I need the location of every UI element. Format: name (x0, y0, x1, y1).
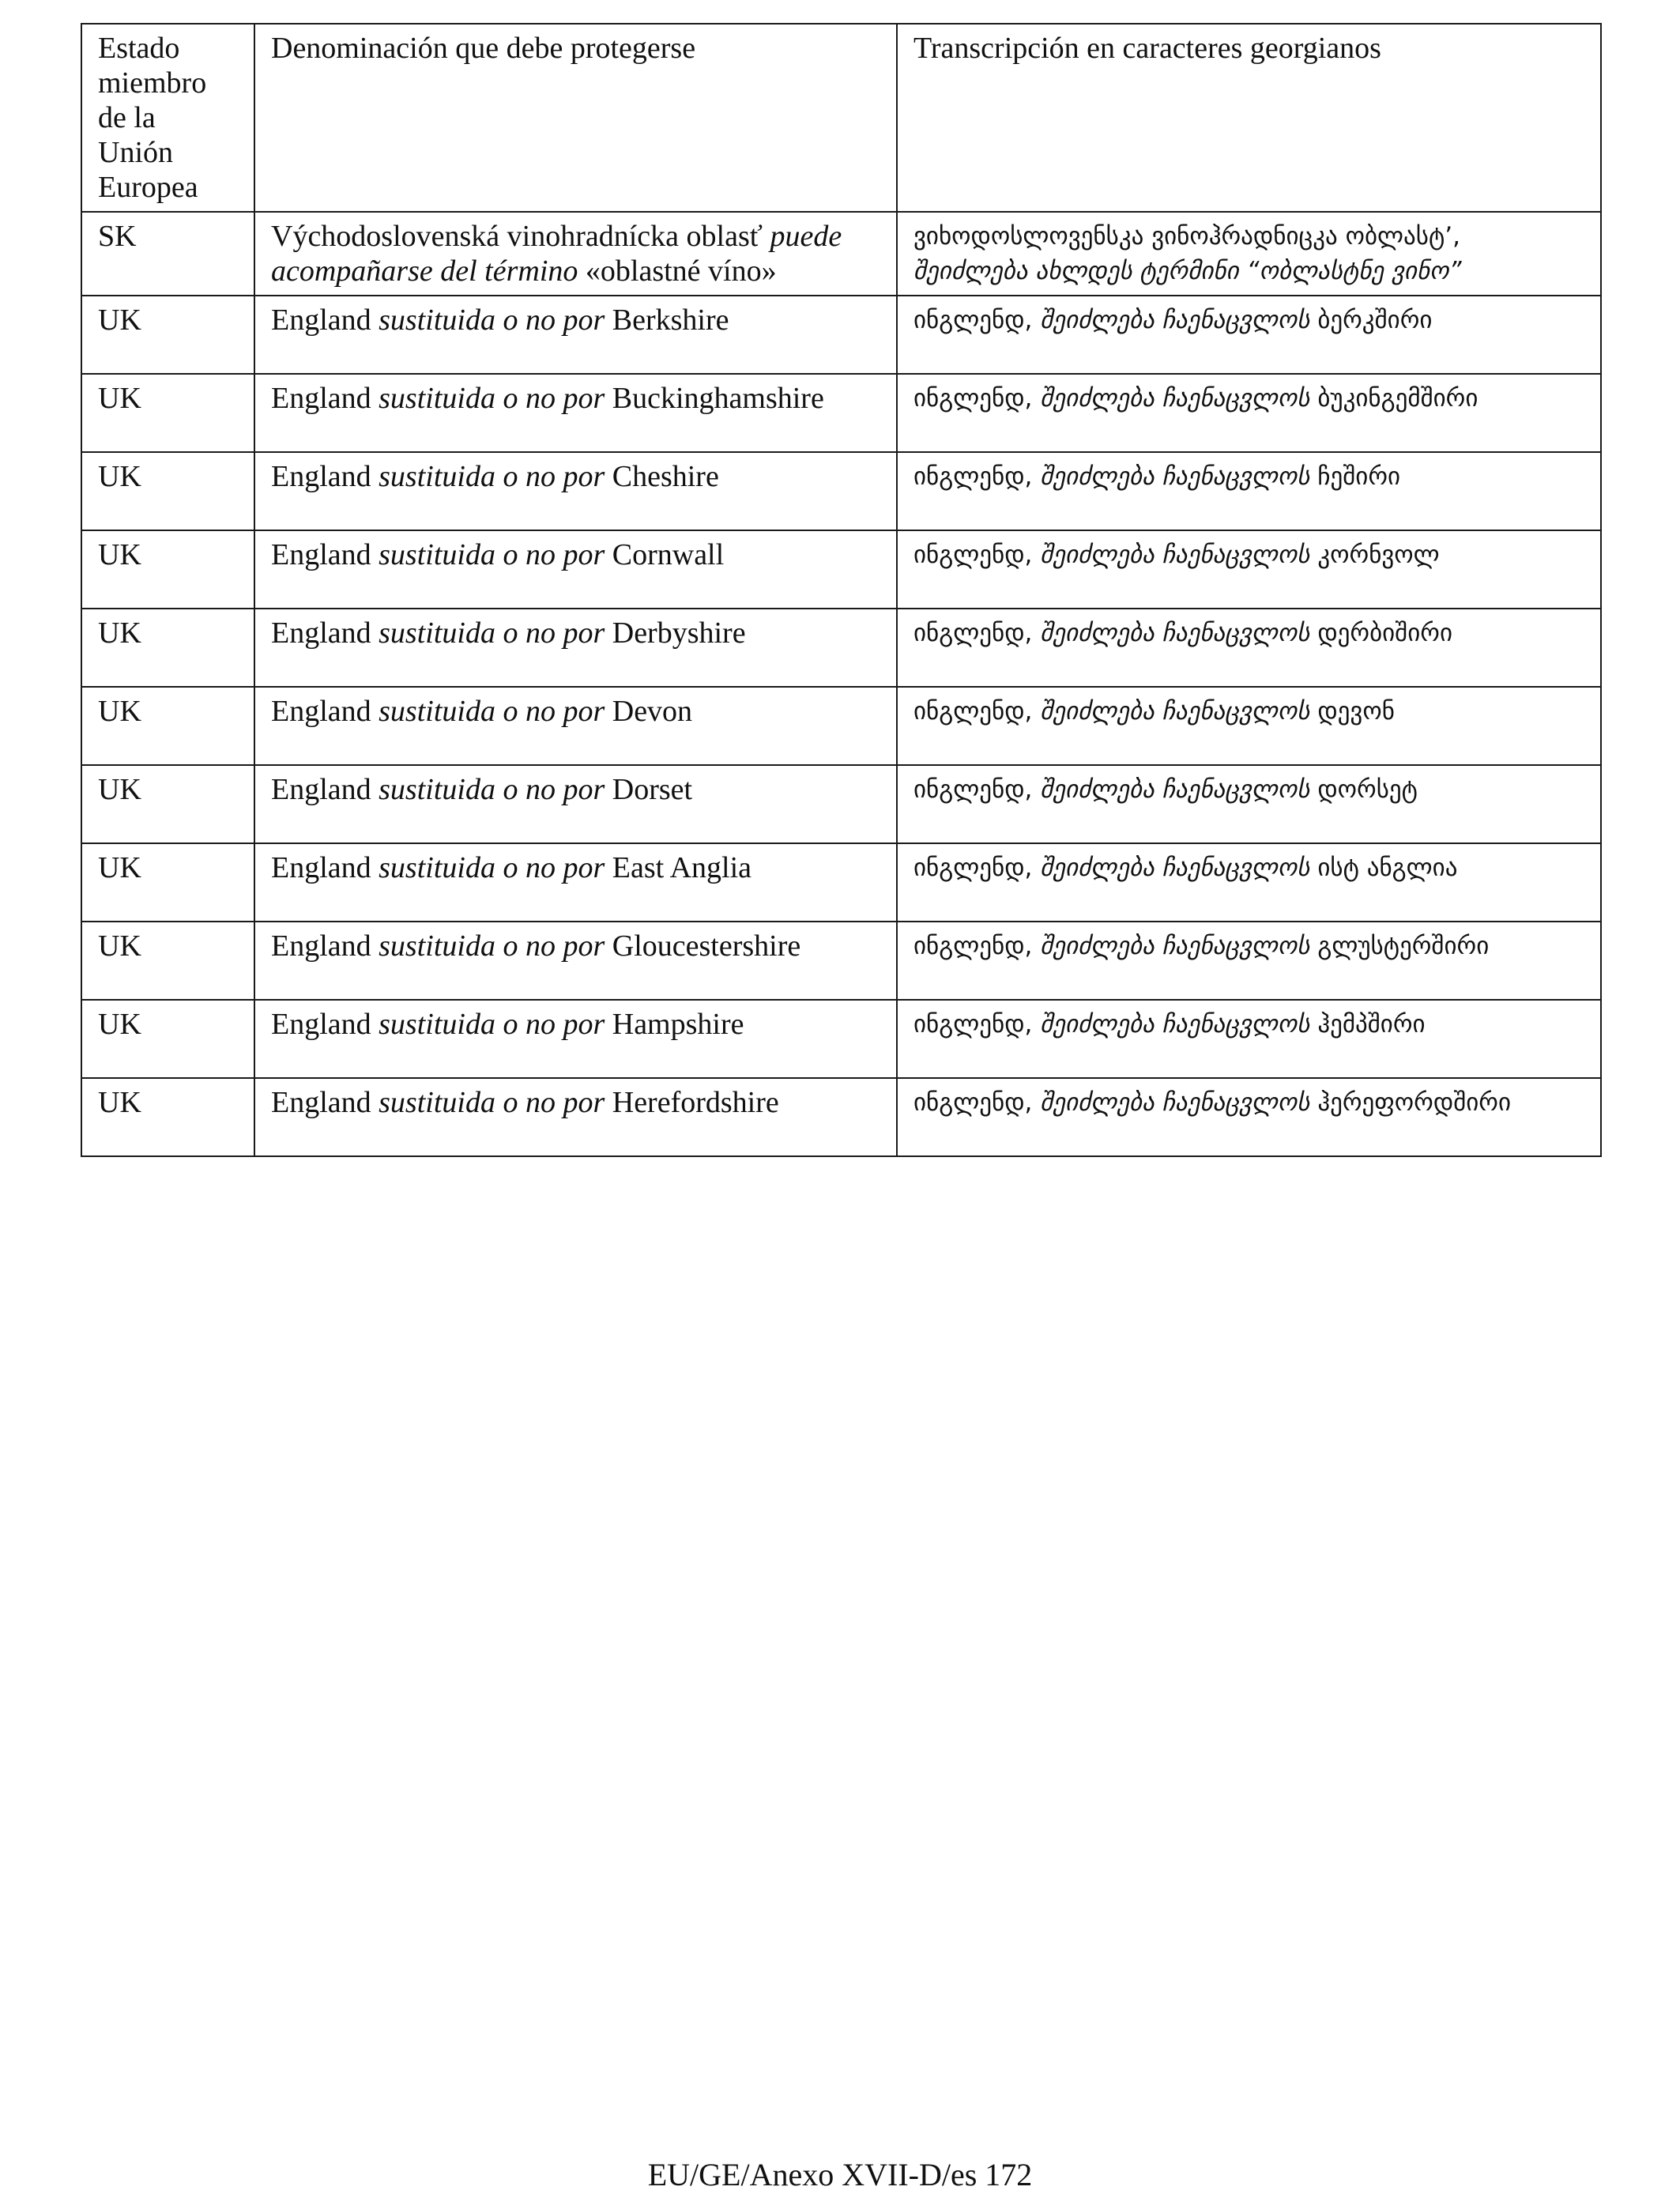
designation-connector: sustituida o no por (379, 303, 605, 337)
designation-region: Derbyshire (612, 616, 746, 650)
designation-region: Devon (612, 695, 693, 728)
georgian-connector: შეიძლება ჩაენაცვლოს (1040, 775, 1310, 804)
georgian-prefix: ინგლენდ, (913, 384, 1033, 413)
designation-connector: sustituida o no por (379, 1086, 605, 1119)
cell-designation (254, 212, 897, 296)
cell-georgian (897, 843, 1601, 922)
designation-region: East Anglia (612, 851, 752, 884)
cell-member-state (81, 452, 254, 530)
georgian-region: ბუკინგემშირი (1317, 384, 1478, 413)
cell-member-state (81, 374, 254, 452)
cell-designation (254, 843, 897, 922)
designation-connector: sustituida o no por (379, 460, 605, 493)
cell-georgian (897, 687, 1601, 765)
table-header-row (81, 24, 1601, 212)
table-row (81, 296, 1601, 374)
table-row (81, 687, 1601, 765)
table-row (81, 1000, 1601, 1078)
designation-name: Východoslovenská vinohradnícka oblasť (271, 220, 763, 253)
cell-georgian (897, 296, 1601, 374)
member-state-code: UK (98, 929, 141, 963)
cell-designation (254, 374, 897, 452)
table-row (81, 530, 1601, 609)
designation-region: Buckinghamshire (612, 382, 824, 415)
designation-region: Herefordshire (612, 1086, 779, 1119)
georgian-prefix: ინგლენდ, (913, 1010, 1033, 1039)
georgian-prefix: ინგლენდ, (913, 775, 1033, 804)
designation-prefix: England (271, 851, 371, 884)
designation-prefix: England (271, 929, 371, 963)
georgian-connector: შეიძლება ჩაენაცვლოს (1040, 932, 1310, 960)
georgian-region: დევონ (1317, 697, 1395, 726)
designation-prefix: England (271, 616, 371, 650)
member-state-code: UK (98, 303, 141, 337)
table-row (81, 1078, 1601, 1156)
georgian-prefix: ინგლენდ, (913, 541, 1033, 569)
table-row (81, 452, 1601, 530)
designation-prefix: England (271, 773, 371, 806)
header-designation (254, 24, 897, 212)
georgian-region: ბერკშირი (1317, 306, 1433, 334)
cell-member-state (81, 296, 254, 374)
georgian-prefix: ინგლენდ, (913, 462, 1033, 491)
georgian-region: გლუსტერშირი (1317, 932, 1490, 960)
designation-prefix: England (271, 538, 371, 571)
cell-georgian (897, 922, 1601, 1000)
designation-region: Gloucestershire (612, 929, 801, 963)
designation-connector: sustituida o no por (379, 851, 605, 884)
designation-connector: sustituida o no por (379, 1008, 605, 1041)
cell-designation (254, 296, 897, 374)
cell-member-state (81, 843, 254, 922)
cell-georgian (897, 452, 1601, 530)
designation-region: Dorset (612, 773, 693, 806)
designation-term: «oblastné víno» (585, 254, 777, 288)
member-state-code: UK (98, 695, 141, 728)
georgian-connector: შეიძლება ჩაენაცვლოს (1040, 697, 1310, 726)
georgian-prefix: ინგლენდ, (913, 697, 1033, 726)
member-state-code: UK (98, 851, 141, 884)
cell-designation (254, 530, 897, 609)
designation-connector: sustituida o no por (379, 538, 605, 571)
member-state-code: UK (98, 616, 141, 650)
table-row (81, 609, 1601, 687)
georgian-connector: შეიძლება ჩაენაცვლოს (1040, 384, 1310, 413)
cell-member-state (81, 765, 254, 843)
georgian-main: ვიხოდოსლოვენსკა ვინოჰრადნიცკა ობლასტ’, (913, 222, 1460, 251)
georgian-region: დორსეტ (1317, 775, 1418, 804)
cell-member-state (81, 1078, 254, 1156)
member-state-code: UK (98, 460, 141, 493)
cell-georgian (897, 530, 1601, 609)
designation-connector: sustituida o no por (379, 773, 605, 806)
georgian-region: ისტ ანგლია (1317, 854, 1458, 882)
cell-georgian (897, 212, 1601, 296)
cell-designation (254, 922, 897, 1000)
cell-georgian (897, 1000, 1601, 1078)
designation-prefix: England (271, 1008, 371, 1041)
table-row (81, 212, 1601, 296)
table-row (81, 922, 1601, 1000)
cell-georgian (897, 1078, 1601, 1156)
georgian-region: კორნვოლ (1317, 541, 1440, 569)
cell-designation (254, 765, 897, 843)
cell-member-state (81, 922, 254, 1000)
georgian-connector: შეიძლება ჩაენაცვლოს (1040, 1010, 1310, 1039)
designation-connector: sustituida o no por (379, 929, 605, 963)
georgian-prefix: ინგლენდ, (913, 932, 1033, 960)
georgian-connector: შეიძლება ჩაენაცვლოს (1040, 1088, 1310, 1117)
member-state-code: UK (98, 382, 141, 415)
designation-region: Cornwall (612, 538, 725, 571)
cell-designation (254, 1000, 897, 1078)
cell-member-state (81, 530, 254, 609)
header-member-state-text: Estado miembro de la Unión Europea (98, 32, 207, 204)
designation-region: Hampshire (612, 1008, 744, 1041)
cell-georgian (897, 765, 1601, 843)
cell-member-state (81, 1000, 254, 1078)
designation-connector: sustituida o no por (379, 616, 605, 650)
page-reference: EU/GE/Anexo XVII-D/es 172 (647, 2157, 1033, 2192)
georgian-prefix: ინგლენდ, (913, 619, 1033, 647)
designation-prefix: England (271, 382, 371, 415)
georgian-region: ჰერეფორდშირი (1317, 1088, 1512, 1117)
header-georgian-transcription (897, 24, 1601, 212)
georgian-prefix: ინგლენდ, (913, 1088, 1033, 1117)
georgian-connector: შეიძლება ჩაენაცვლოს (1040, 619, 1310, 647)
designation-prefix: England (271, 303, 371, 337)
cell-designation (254, 609, 897, 687)
designation-prefix: England (271, 1086, 371, 1119)
cell-member-state (81, 609, 254, 687)
header-member-state (81, 24, 254, 212)
member-state-code: UK (98, 1086, 141, 1119)
member-state-code: UK (98, 773, 141, 806)
georgian-connector: შეიძლება ჩაენაცვლოს (1040, 306, 1310, 334)
cell-georgian (897, 609, 1601, 687)
member-state-code: UK (98, 1008, 141, 1041)
designation-region: Cheshire (612, 460, 719, 493)
georgian-connector: შეიძლება ჩაენაცვლოს (1040, 462, 1310, 491)
designation-connector: sustituida o no por (379, 382, 605, 415)
table-row (81, 843, 1601, 922)
designation-prefix: England (271, 460, 371, 493)
cell-georgian (897, 374, 1601, 452)
cell-designation (254, 687, 897, 765)
member-state-code: SK (98, 220, 137, 253)
header-georgian-transcription-text: Transcripción en caracteres georgianos (913, 32, 1381, 65)
georgian-prefix: ინგლენდ, (913, 854, 1033, 882)
georgian-connector: შეიძლება ჩაენაცვლოს (1040, 541, 1310, 569)
designation-italic-note: puede acompañarse del término (271, 220, 842, 288)
georgian-connector: შეიძლება ჩაენაცვლოს (1040, 854, 1310, 882)
designation-region: Berkshire (612, 303, 729, 337)
cell-designation (254, 1078, 897, 1156)
georgian-prefix: ინგლენდ, (913, 306, 1033, 334)
page-footer (0, 2156, 1680, 2194)
member-state-code: UK (98, 538, 141, 571)
georgian-region: ჰემპშირი (1317, 1010, 1426, 1039)
designation-prefix: England (271, 695, 371, 728)
cell-member-state (81, 212, 254, 296)
table-row (81, 374, 1601, 452)
cell-member-state (81, 687, 254, 765)
designation-connector: sustituida o no por (379, 695, 605, 728)
georgian-region: ჩეშირი (1317, 462, 1401, 491)
georgian-italic-note: შეიძლება ახლდეს ტერმინი “ობლასტნე ვინო” (913, 257, 1462, 285)
designations-table (81, 23, 1602, 1157)
table-row (81, 765, 1601, 843)
header-designation-text: Denominación que debe protegerse (271, 32, 696, 65)
cell-designation (254, 452, 897, 530)
georgian-region: დერბიშირი (1317, 619, 1452, 647)
